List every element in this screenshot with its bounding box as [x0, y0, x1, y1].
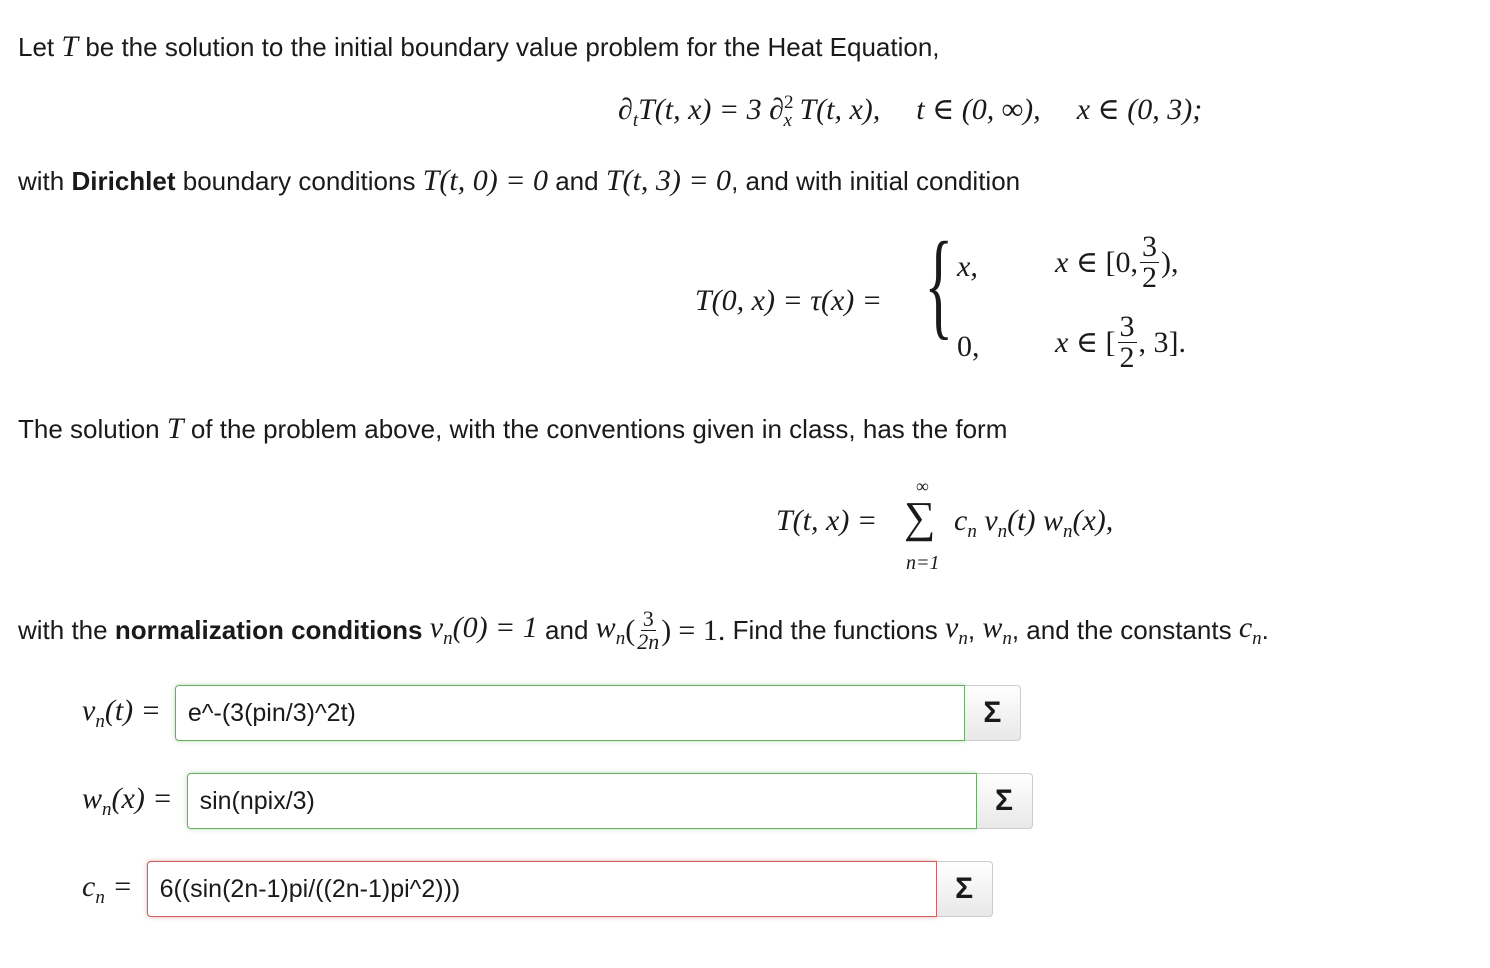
- cn-input[interactable]: 6((sin(2n-1)pi/((2n-1)pi^2))): [147, 861, 937, 917]
- vn-equation-editor-button[interactable]: Σ: [965, 685, 1021, 741]
- solution-text: The solution T of the problem above, with the conventions given in class, has the form: [18, 412, 1008, 445]
- cn-equation-editor-button[interactable]: Σ: [937, 861, 993, 917]
- intro-text: Let T be the solution to the initial boundary value problem for the Heat Equation,: [18, 30, 940, 63]
- heat-equation: $\partial_tT(t$, x) = 3 ∂$^2_x$ T(t, x), t ∈ (0, ∞), x ∈ (0, 3);: [618, 92, 1203, 131]
- answer-row-wn: [82, 773, 1033, 829]
- vn-label: $v_n(t)$ =: [82, 693, 161, 732]
- cn-label: $c_n$ =: [82, 869, 133, 908]
- wn-input[interactable]: sin(npix/3): [187, 773, 977, 829]
- answer-row-vn: [82, 685, 1021, 741]
- boundary-text: with Dirichlet boundary conditions T(t, 0) = 0 and T(t, 3) = 0, and with initial condition: [18, 164, 1021, 197]
- normalization-text: with the normalization conditions $v_n(0) = 1$ and $w_n$ ( $\frac{3}{2n}$ ) = 1. Find the functions $v_n$ , $w_n$ , and the constants $c_n$ .: [18, 606, 1269, 654]
- wn-equation-editor-button[interactable]: Σ: [977, 773, 1033, 829]
- wn-label: $w_n(x)$ =: [82, 781, 173, 820]
- answer-row-cn: [82, 861, 993, 917]
- vn-input[interactable]: e^-(3(pin/3)^2t): [175, 685, 965, 741]
